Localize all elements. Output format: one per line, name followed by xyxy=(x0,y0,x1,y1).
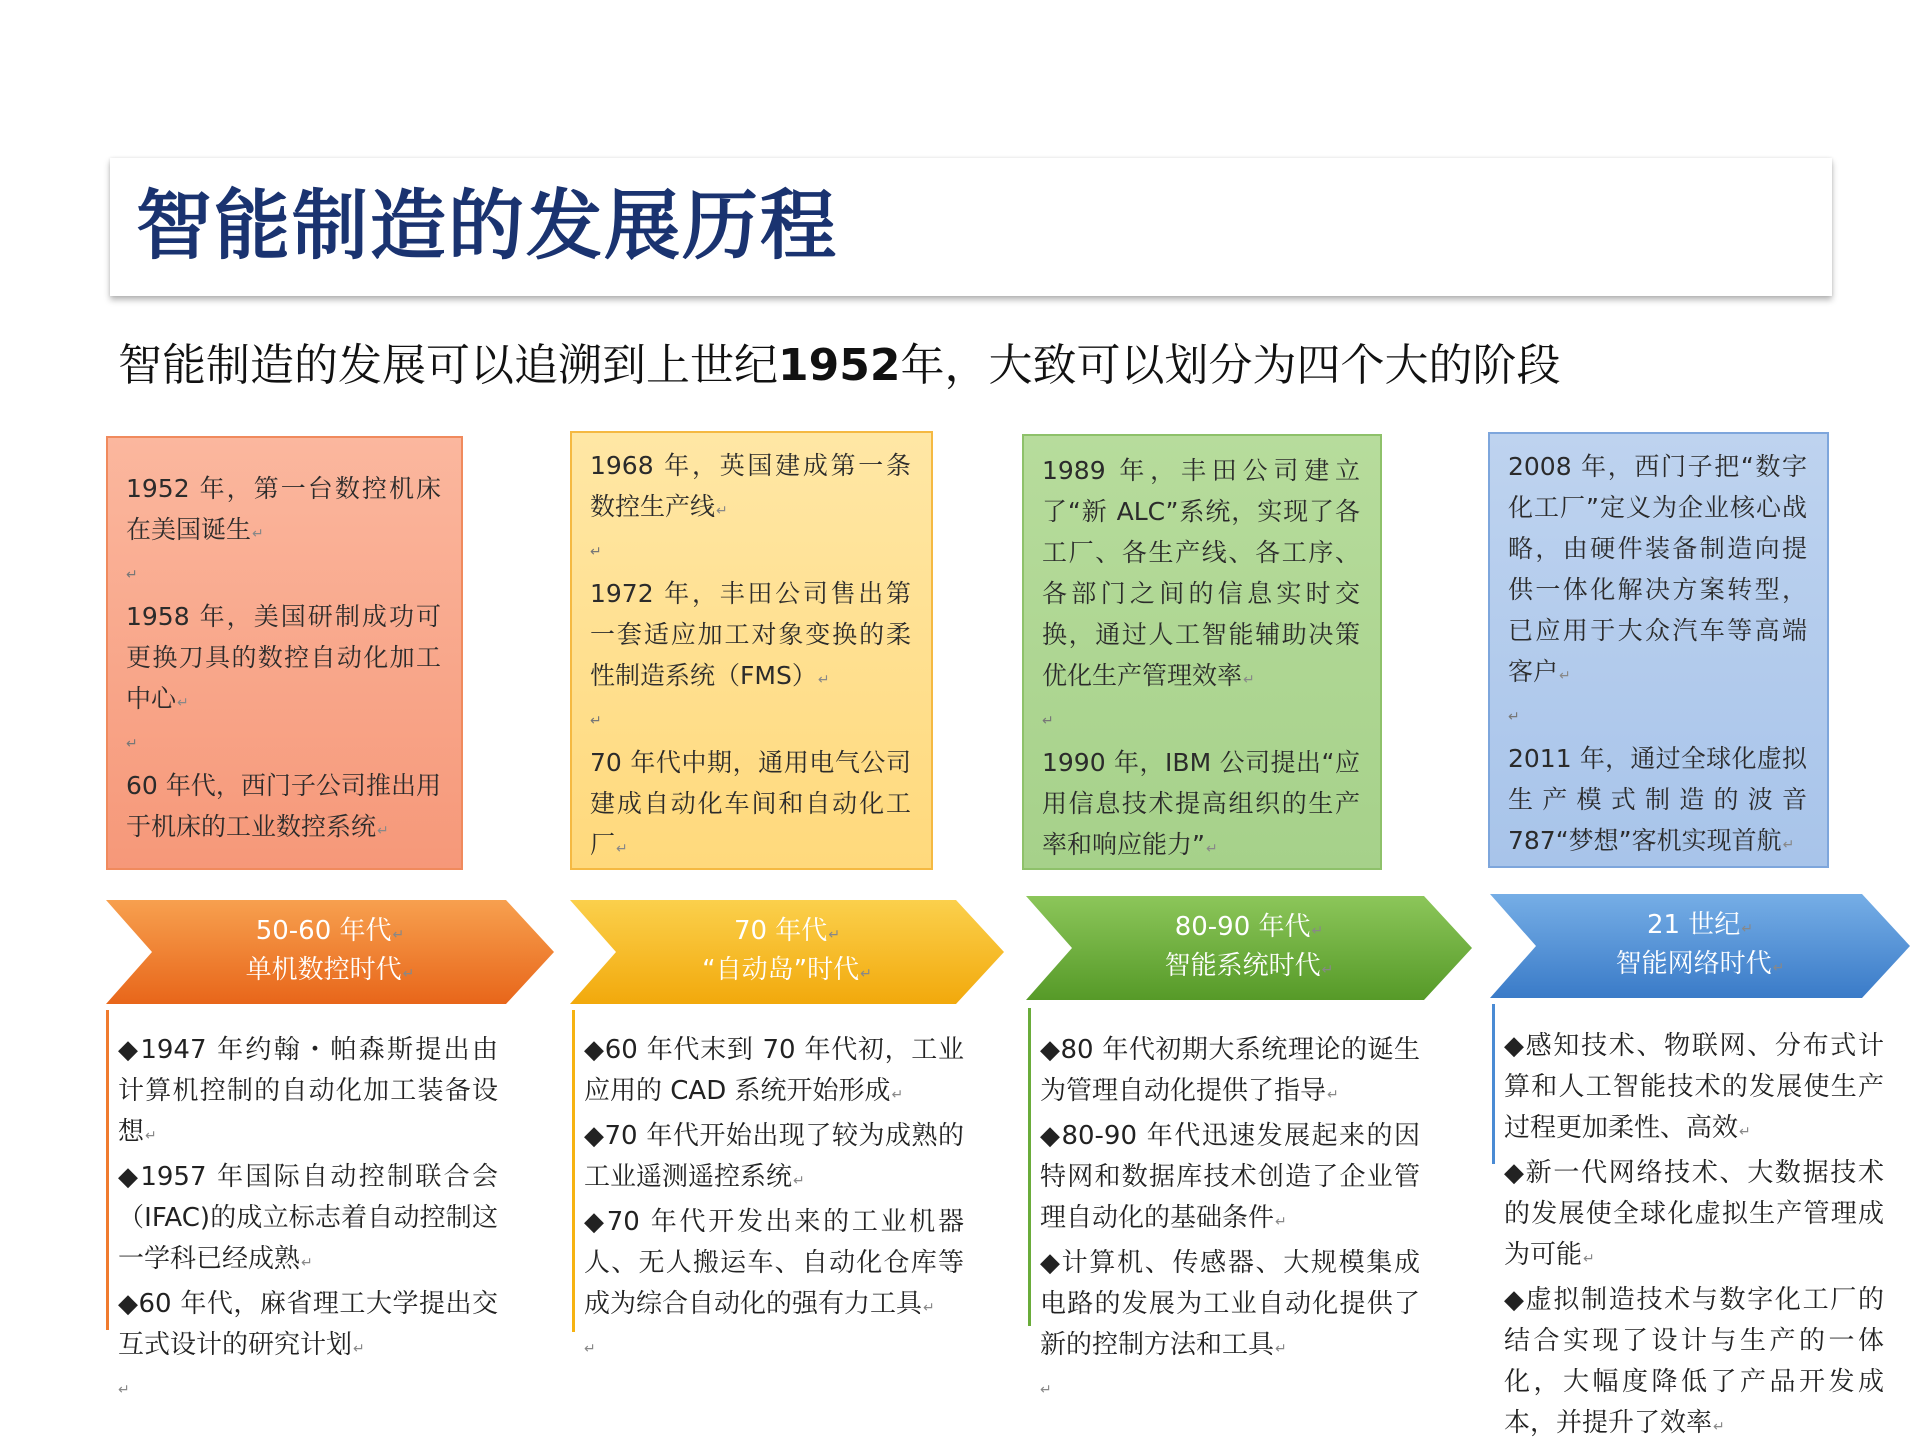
stage-3-events-box xyxy=(1022,434,1382,870)
return-mark-icon: ↵ xyxy=(1205,841,1218,857)
subtitle-year: 1952 xyxy=(778,340,901,391)
stage-2-note: ◆70 年代开发出来的工业机器人、无人搬运车、自动化仓库等成为综合自动化的强有力工具↵ xyxy=(584,1207,964,1319)
stage-1-notes xyxy=(108,1030,498,1411)
return-mark-icon: ↵ xyxy=(1040,1382,1052,1398)
return-mark-icon: ↵ xyxy=(616,841,628,857)
return-mark-icon: ↵ xyxy=(1782,837,1795,853)
return-mark-icon: ↵ xyxy=(1583,1251,1595,1267)
return-mark-icon: ↵ xyxy=(1741,921,1754,937)
return-mark-icon: ↵ xyxy=(828,927,841,943)
stage-4-note: ◆感知技术、物联网、分布式计算和人工智能技术的发展使生产过程更加柔性、高效↵ xyxy=(1504,1031,1884,1143)
return-mark-icon: ↵ xyxy=(1311,923,1324,939)
stage-4-period: 21 世纪↵ xyxy=(1646,910,1754,940)
stage-4-era: 智能网络时代↵ xyxy=(1615,949,1785,979)
stage-2-events-box xyxy=(570,431,933,870)
return-mark-icon: ↵ xyxy=(402,966,415,982)
return-mark-icon: ↵ xyxy=(891,1087,904,1103)
stage-1-period: 50-60 年代↵ xyxy=(255,916,405,946)
subtitle-post: 年，大致可以划分为四个大的阶段 xyxy=(900,340,1561,391)
stage-2-era: “自动岛”时代↵ xyxy=(702,955,872,985)
subtitle xyxy=(118,336,1560,396)
stage-1-event: 60 年代，西门子公司推出用于机床的工业数控系统↵ xyxy=(126,771,441,841)
return-mark-icon: ↵ xyxy=(1739,1124,1751,1140)
return-mark-icon: ↵ xyxy=(301,1255,313,1271)
return-mark-icon: ↵ xyxy=(923,1300,935,1316)
stage-4-events-box xyxy=(1488,432,1829,868)
stage-1-note: ◆1947 年约翰・帕森斯提出由计算机控制的自动化加工装备设想↵ xyxy=(118,1035,498,1147)
stage-2-event: 1968 年，英国建成第一条数控生产线↵ xyxy=(590,451,911,521)
return-mark-icon: ↵ xyxy=(252,526,264,542)
return-mark-icon: ↵ xyxy=(590,544,602,560)
stage-1-event: 1952 年，第一台数控机床在美国诞生↵ xyxy=(126,474,441,544)
title-bar xyxy=(110,158,1832,296)
stage-2-notes xyxy=(574,1030,964,1370)
return-mark-icon: ↵ xyxy=(1042,713,1054,729)
return-mark-icon: ↵ xyxy=(1275,1214,1287,1230)
stage-2-chevron xyxy=(570,900,1004,1004)
return-mark-icon: ↵ xyxy=(126,736,138,752)
return-mark-icon: ↵ xyxy=(1508,709,1520,725)
return-mark-icon: ↵ xyxy=(177,695,189,711)
stage-3-event: 1989 年，丰田公司建立了“新 ALC”系统，实现了各工厂、各生产线、各工序、各部门之间的信息实时交换，通过人工智能辅助决策优化生产管理效率↵ xyxy=(1042,456,1360,690)
return-mark-icon: ↵ xyxy=(1321,962,1334,978)
stage-3-note: ◆计算机、传感器、大规模集成电路的发展为工业自动化提供了新的控制方法和工具↵ xyxy=(1040,1248,1420,1360)
stage-3-notes xyxy=(1030,1030,1420,1411)
return-mark-icon: ↵ xyxy=(793,1173,805,1189)
stage-3-period: 80-90 年代↵ xyxy=(1174,912,1324,942)
page-title: 智能制造的发展历程 xyxy=(136,181,838,270)
return-mark-icon: ↵ xyxy=(1275,1341,1287,1357)
stage-3-note: ◆80 年代初期大系统理论的诞生为管理自动化提供了指导↵ xyxy=(1040,1035,1420,1106)
stage-2-event: 70 年代中期，通用电气公司建成自动化车间和自动化工厂↵ xyxy=(590,748,911,859)
stage-3-chevron xyxy=(1026,896,1472,1000)
return-mark-icon: ↵ xyxy=(590,713,602,729)
return-mark-icon: ↵ xyxy=(860,966,872,982)
stage-1-chevron xyxy=(106,900,554,1004)
return-mark-icon: ↵ xyxy=(126,567,138,583)
subtitle-pre: 智能制造的发展可以追溯到上世纪 xyxy=(118,340,778,391)
return-mark-icon: ↵ xyxy=(1772,960,1785,976)
return-mark-icon: ↵ xyxy=(1327,1087,1339,1103)
return-mark-icon: ↵ xyxy=(377,823,389,839)
stage-4-note: ◆新一代网络技术、大数据技术的发展使全球化虚拟生产管理成为可能↵ xyxy=(1504,1158,1884,1270)
return-mark-icon: ↵ xyxy=(716,503,728,519)
stage-2-note: ◆70 年代开始出现了较为成熟的工业遥测遥控系统↵ xyxy=(584,1121,964,1192)
stage-2-note: ◆60 年代末到 70 年代初，工业应用的 CAD 系统开始形成↵ xyxy=(584,1035,964,1106)
stage-3-note: ◆80-90 年代迅速发展起来的因特网和数据库技术创造了企业管理自动化的基础条件↵ xyxy=(1040,1121,1420,1233)
return-mark-icon: ↵ xyxy=(584,1341,596,1357)
stage-1-note: ◆60 年代，麻省理工大学提出交互式设计的研究计划↵ xyxy=(118,1289,498,1360)
return-mark-icon: ↵ xyxy=(145,1128,157,1144)
stage-1-era: 单机数控时代↵ xyxy=(245,955,415,985)
stage-2-period: 70 年代↵ xyxy=(733,916,841,946)
stage-4-chevron xyxy=(1490,894,1910,998)
stage-2-event: 1972 年，丰田公司售出第一套适应加工对象变换的柔性制造系统（FMS）↵ xyxy=(590,579,911,690)
stage-3-event: 1990 年，IBM 公司提出“应用信息技术提高组织的生产率和响应能力”↵ xyxy=(1042,748,1360,859)
return-mark-icon: ↵ xyxy=(817,672,830,688)
stage-1-event: 1958 年，美国研制成功可更换刀具的数控自动化加工中心↵ xyxy=(126,602,441,713)
return-mark-icon: ↵ xyxy=(392,927,405,943)
stage-1-events-box xyxy=(106,436,463,870)
stage-4-notes xyxy=(1494,1026,1884,1448)
stage-4-event: 2008 年，西门子把“数字化工厂”定义为企业核心战略，由硬件装备制造向提供一体化解决方案转型，已应用于大众汽车等高端客户↵ xyxy=(1508,452,1807,686)
stage-1-note: ◆1957 年国际自动控制联合会（IFAC)的成立标志着自动控制这一学科已经成熟↵ xyxy=(118,1162,498,1274)
stage-3-era: 智能系统时代↵ xyxy=(1164,951,1334,981)
return-mark-icon: ↵ xyxy=(1713,1419,1725,1435)
return-mark-icon: ↵ xyxy=(1559,668,1571,684)
return-mark-icon: ↵ xyxy=(118,1382,130,1398)
return-mark-icon: ↵ xyxy=(1243,672,1255,688)
stage-4-event: 2011 年，通过全球化虚拟生产模式制造的波音 787“梦想”客机实现首航↵ xyxy=(1508,744,1807,855)
stage-4-note: ◆虚拟制造技术与数字化工厂的结合实现了设计与生产的一体化，大幅度降低了产品开发成本，并提升了效率↵ xyxy=(1504,1285,1884,1438)
return-mark-icon: ↵ xyxy=(353,1341,365,1357)
